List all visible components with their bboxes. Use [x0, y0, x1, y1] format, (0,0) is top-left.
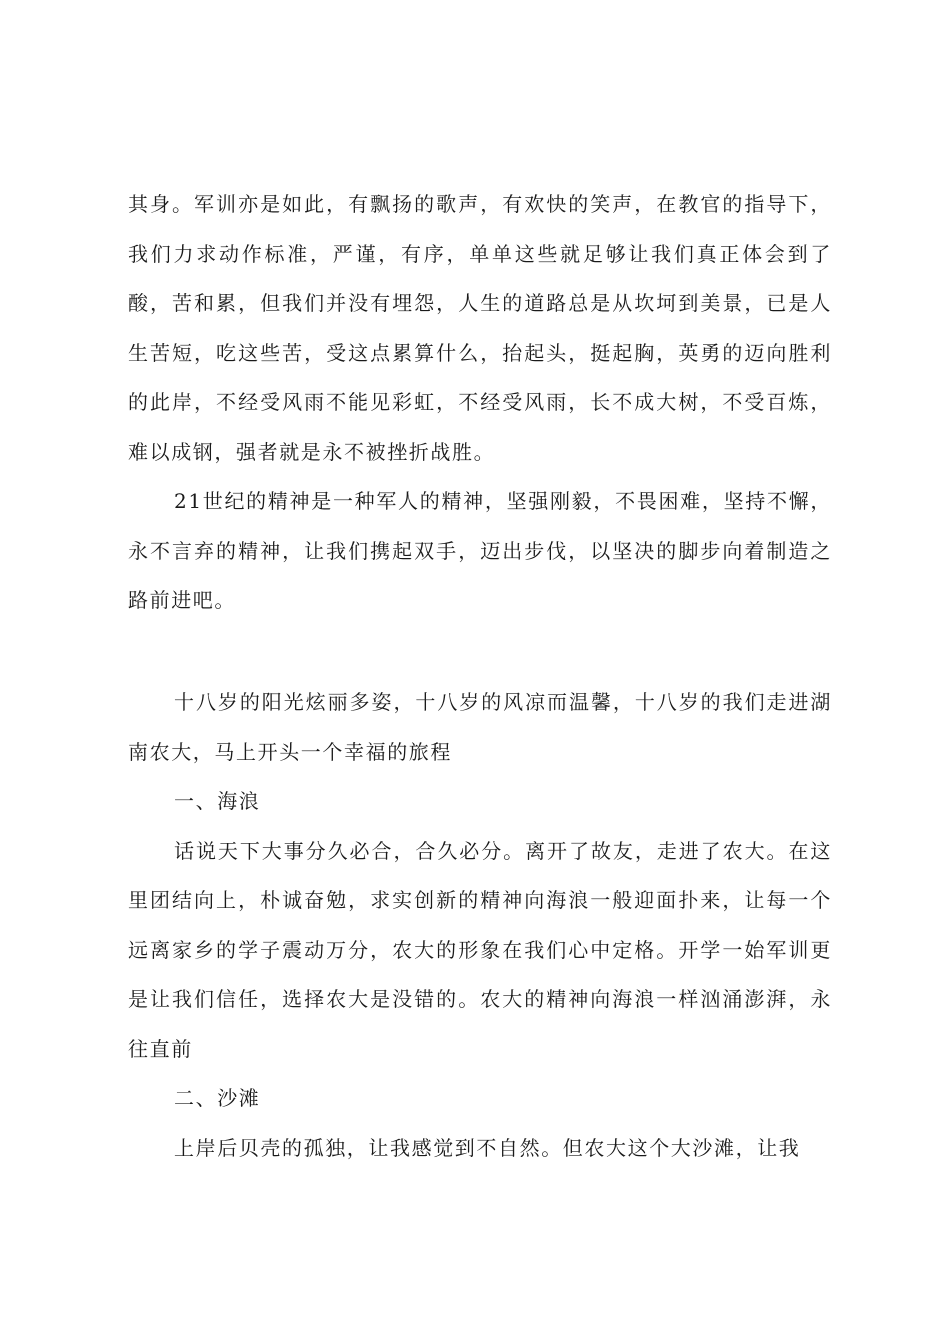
paragraph-eighteen-intro: 十八岁的阳光炫丽多姿，十八岁的风凉而温馨，十八岁的我们走进湖南农大，马上开头一个幸福的旅程	[128, 690, 832, 764]
heading-beach: 二、沙滩	[174, 1086, 261, 1110]
paragraph-21st-century-spirit: 21世纪的精神是一种军人的精神，坚强刚毅，不畏困难，坚持不懈，永不言弃的精神，让我们携起双手，迈出步伐，以坚决的脚步向着制造之路前进吧。	[128, 489, 832, 612]
heading-waves: 一、海浪	[174, 789, 261, 813]
paragraph-military-training: 其身。军训亦是如此，有飘扬的歌声，有欢快的笑声，在教官的指导下，我们力求动作标准，严谨，有序，单单这些就足够让我们真正体会到了酸，苦和累，但我们并没有埋怨，人生的道路总是从坎坷到美景，已是人生苦短，吃这些苦，受这点累算什么，抬起头，挺起胸，英勇的迈向胜利的此岸，不经受风雨不能见彩虹，不经受风雨，长不成大树，不受百炼，难以成钢，强者就是永不被挫折战胜。	[128, 192, 832, 464]
paragraph-beach: 上岸后贝壳的孤独，让我感觉到不自然。但农大这个大沙滩，让我	[174, 1135, 801, 1160]
paragraph-waves: 话说天下大事分久必合，合久必分。离开了故友，走进了农大。在这里团结向上，朴诚奋勉，求实创新的精神向海浪一般迎面扑来，让每一个远离家乡的学子震动万分，农大的形象在我们心中定格。开学一始军训更是让我们信任，选择农大是没错的。农大的精神向海浪一样汹涌澎湃，永往直前	[128, 838, 832, 1061]
text-section-eighteen	[128, 678, 832, 1173]
text-section-military-training	[128, 180, 832, 626]
